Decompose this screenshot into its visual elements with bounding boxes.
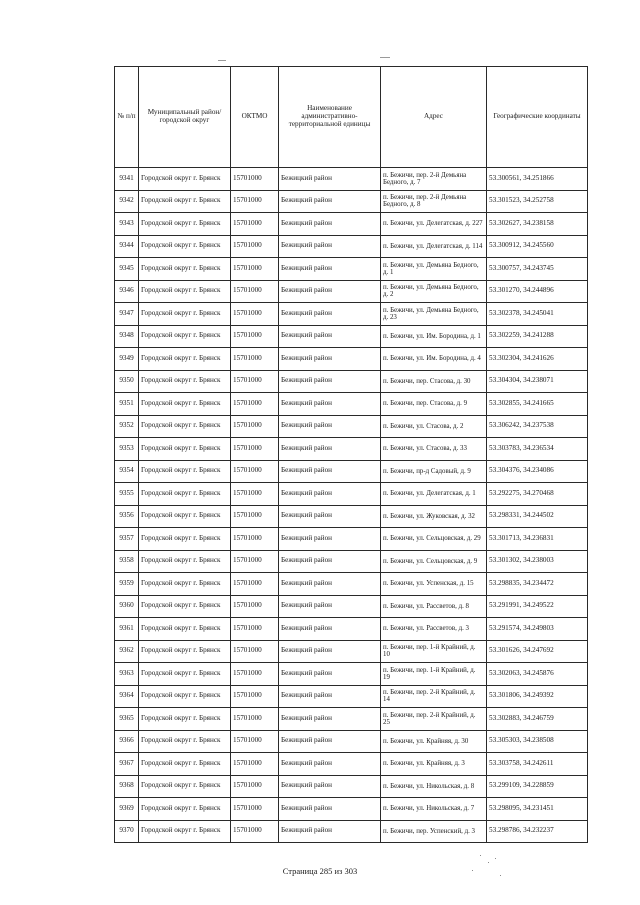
table-row [115,550,588,573]
coords-cell: 53.302063, 34.245876 [487,663,588,686]
oktmo-cell: 15701000 [231,528,279,551]
oktmo-cell: 15701000 [231,618,279,641]
row-number: 9365 [115,708,139,731]
unit-cell: Бежицкий район [279,663,381,686]
row-number: 9364 [115,685,139,708]
oktmo-cell: 15701000 [231,303,279,326]
address-cell: п. Бежичи, ул. Демьяна Бедного, д. 1 [381,258,487,281]
address-cell: п. Бежичи, ул. Крайняя, д. 3 [381,753,487,776]
municipality-cell: Городской округ г. Брянск [139,325,231,348]
header-row [115,67,588,168]
coords-cell: 53.303758, 34.242611 [487,753,588,776]
unit-cell: Бежицкий район [279,393,381,416]
coords-cell: 53.304304, 34.238071 [487,370,588,393]
unit-cell: Бежицкий район [279,618,381,641]
oktmo-cell: 15701000 [231,168,279,191]
table-row [115,753,588,776]
address-cell: п. Бежичи, ул. Крайняя, д. 30 [381,730,487,753]
address-cell: п. Бежичи, ул. Им. Бородина, д. 1 [381,325,487,348]
oktmo-cell: 15701000 [231,505,279,528]
table-row [115,483,588,506]
row-number: 9356 [115,505,139,528]
coords-cell: 53.300912, 34.245560 [487,235,588,258]
municipality-cell: Городской округ г. Брянск [139,618,231,641]
unit-cell: Бежицкий район [279,280,381,303]
oktmo-cell: 15701000 [231,663,279,686]
table-row [115,708,588,731]
unit-cell: Бежицкий район [279,708,381,731]
oktmo-cell: 15701000 [231,460,279,483]
coords-cell: 53.292275, 34.270468 [487,483,588,506]
oktmo-cell: 15701000 [231,820,279,843]
oktmo-cell: 15701000 [231,325,279,348]
municipality-cell: Городской округ г. Брянск [139,708,231,731]
municipality-cell: Городской округ г. Брянск [139,415,231,438]
municipality-cell: Городской округ г. Брянск [139,753,231,776]
address-cell: п. Бежичи, ул. Стасова, д. 2 [381,415,487,438]
row-number: 9363 [115,663,139,686]
row-number: 9347 [115,303,139,326]
row-number: 9343 [115,213,139,236]
unit-cell: Бежицкий район [279,730,381,753]
municipality-cell: Городской округ г. Брянск [139,640,231,663]
oktmo-cell: 15701000 [231,235,279,258]
address-cell: п. Бежичи, ул. Успенская, д. 15 [381,573,487,596]
municipality-cell: Городской округ г. Брянск [139,820,231,843]
oktmo-cell: 15701000 [231,393,279,416]
coords-cell: 53.298786, 34.232237 [487,820,588,843]
oktmo-cell: 15701000 [231,550,279,573]
address-cell: п. Бежичи, ул. Жуковская, д. 32 [381,505,487,528]
municipality-cell: Городской округ г. Брянск [139,348,231,371]
coords-cell: 53.300561, 34.251866 [487,168,588,191]
oktmo-cell: 15701000 [231,798,279,821]
unit-cell: Бежицкий район [279,258,381,281]
table-row [115,325,588,348]
row-number: 9355 [115,483,139,506]
oktmo-cell: 15701000 [231,258,279,281]
table-row [115,528,588,551]
table-row [115,685,588,708]
unit-cell: Бежицкий район [279,190,381,213]
row-number: 9366 [115,730,139,753]
address-cell: п. Бежичи, пер. 2-й Крайний, д. 25 [381,708,487,731]
table-row [115,820,588,843]
table-body [115,168,588,843]
row-number: 9352 [115,415,139,438]
coords-cell: 53.302855, 34.241665 [487,393,588,416]
address-cell: п. Бежичи, ул. Делегатская, д. 227 [381,213,487,236]
table-row [115,618,588,641]
table-row [115,640,588,663]
coords-cell: 53.305303, 34.238508 [487,730,588,753]
address-cell: п. Бежичи, ул. Делегатская, д. 114 [381,235,487,258]
row-number: 9350 [115,370,139,393]
municipality-cell: Городской округ г. Брянск [139,685,231,708]
municipality-cell: Городской округ г. Брянск [139,393,231,416]
unit-cell: Бежицкий район [279,528,381,551]
unit-cell: Бежицкий район [279,168,381,191]
oktmo-cell: 15701000 [231,370,279,393]
table-row [115,595,588,618]
address-cell: п. Бежичи, ул. Стасова, д. 33 [381,438,487,461]
registry-table [114,66,588,843]
row-number: 9354 [115,460,139,483]
coords-cell: 53.301302, 34.238003 [487,550,588,573]
address-cell: п. Бежичи, пер. 2-й Демьяна Бедного, д. 8 [381,190,487,213]
address-cell: п. Бежичи, пер. Стасова, д. 30 [381,370,487,393]
table-row [115,460,588,483]
oktmo-cell: 15701000 [231,348,279,371]
unit-cell: Бежицкий район [279,415,381,438]
table-row [115,798,588,821]
row-number: 9368 [115,775,139,798]
coords-cell: 53.298835, 34.234472 [487,573,588,596]
coords-cell: 53.300757, 34.243745 [487,258,588,281]
oktmo-cell: 15701000 [231,775,279,798]
municipality-cell: Городской округ г. Брянск [139,573,231,596]
coords-cell: 53.302304, 34.241626 [487,348,588,371]
table-header [115,67,588,168]
address-cell: п. Бежичи, ул. Рассветов, д. 3 [381,618,487,641]
address-cell: п. Бежичи, ул. Никольская, д. 7 [381,798,487,821]
coords-cell: 53.301806, 34.249392 [487,685,588,708]
oktmo-cell: 15701000 [231,685,279,708]
table-row [115,168,588,191]
coords-cell: 53.301523, 34.252758 [487,190,588,213]
unit-cell: Бежицкий район [279,438,381,461]
municipality-cell: Городской округ г. Брянск [139,730,231,753]
table-row [115,393,588,416]
table-row [115,415,588,438]
row-number: 9346 [115,280,139,303]
unit-cell: Бежицкий район [279,303,381,326]
oktmo-cell: 15701000 [231,708,279,731]
row-number: 9358 [115,550,139,573]
scan-mark [218,60,226,61]
scan-mark [380,57,390,58]
unit-cell: Бежицкий район [279,640,381,663]
municipality-cell: Городской округ г. Брянск [139,460,231,483]
oktmo-cell: 15701000 [231,280,279,303]
table-row [115,258,588,281]
address-cell: п. Бежичи, ул. Сельцовская, д. 29 [381,528,487,551]
municipality-cell: Городской округ г. Брянск [139,370,231,393]
scan-speck [480,855,481,856]
municipality-cell: Городской округ г. Брянск [139,505,231,528]
coords-cell: 53.306242, 34.237538 [487,415,588,438]
row-number: 9353 [115,438,139,461]
scan-speck [495,858,496,859]
coords-cell: 53.301626, 34.247692 [487,640,588,663]
oktmo-cell: 15701000 [231,213,279,236]
table-row [115,438,588,461]
table-row [115,213,588,236]
unit-cell: Бежицкий район [279,573,381,596]
coords-cell: 53.302259, 34.241288 [487,325,588,348]
address-cell: п. Бежичи, пер. 2-й Демьяна Бедного, д. 7 [381,168,487,191]
address-cell: п. Бежичи, ул. Демьяна Бедного, д. 2 [381,280,487,303]
oktmo-cell: 15701000 [231,573,279,596]
unit-cell: Бежицкий район [279,370,381,393]
row-number: 9360 [115,595,139,618]
unit-cell: Бежицкий район [279,798,381,821]
address-cell: п. Бежичи, пер. 1-й Крайний, д. 10 [381,640,487,663]
table-row [115,505,588,528]
oktmo-cell: 15701000 [231,190,279,213]
row-number: 9351 [115,393,139,416]
table-row [115,348,588,371]
address-cell: п. Бежичи, ул. Демьяна Бедного, д. 23 [381,303,487,326]
oktmo-cell: 15701000 [231,753,279,776]
row-number: 9369 [115,798,139,821]
municipality-cell: Городской округ г. Брянск [139,775,231,798]
row-number: 9341 [115,168,139,191]
row-number: 9349 [115,348,139,371]
municipality-cell: Городской округ г. Брянск [139,663,231,686]
address-cell: п. Бежичи, пер. 1-й Крайний, д. 19 [381,663,487,686]
coords-cell: 53.304376, 34.234086 [487,460,588,483]
page-number: Страница 285 из 303 [282,866,358,876]
table-row [115,303,588,326]
municipality-cell: Городской округ г. Брянск [139,190,231,213]
oktmo-cell: 15701000 [231,438,279,461]
coords-cell: 53.291991, 34.249522 [487,595,588,618]
unit-cell: Бежицкий район [279,753,381,776]
header-oktmo: ОКТМО [231,67,279,168]
header-coords: Географические координаты [487,67,588,168]
oktmo-cell: 15701000 [231,595,279,618]
coords-cell: 53.291574, 34.249803 [487,618,588,641]
municipality-cell: Городской округ г. Брянск [139,213,231,236]
address-cell: п. Бежичи, ул. Им. Бородина, д. 4 [381,348,487,371]
row-number: 9367 [115,753,139,776]
table-row [115,663,588,686]
address-cell: п. Бежичи, ул. Рассветов, д. 8 [381,595,487,618]
unit-cell: Бежицкий район [279,775,381,798]
municipality-cell: Городской округ г. Брянск [139,483,231,506]
oktmo-cell: 15701000 [231,483,279,506]
municipality-cell: Городской округ г. Брянск [139,595,231,618]
unit-cell: Бежицкий район [279,460,381,483]
table-row [115,573,588,596]
table-row [115,370,588,393]
address-cell: п. Бежичи, пер. 2-й Крайний, д. 14 [381,685,487,708]
address-cell: п. Бежичи, ул. Делегатская, д. 1 [381,483,487,506]
row-number: 9348 [115,325,139,348]
coords-cell: 53.298095, 34.231451 [487,798,588,821]
coords-cell: 53.302627, 34.238158 [487,213,588,236]
unit-cell: Бежицкий район [279,213,381,236]
coords-cell: 53.302883, 34.246759 [487,708,588,731]
row-number: 9342 [115,190,139,213]
header-address: Адрес [381,67,487,168]
municipality-cell: Городской округ г. Брянск [139,168,231,191]
unit-cell: Бежицкий район [279,550,381,573]
table-row [115,235,588,258]
coords-cell: 53.298331, 34.244502 [487,505,588,528]
oktmo-cell: 15701000 [231,640,279,663]
table-row [115,280,588,303]
unit-cell: Бежицкий район [279,348,381,371]
unit-cell: Бежицкий район [279,325,381,348]
municipality-cell: Городской округ г. Брянск [139,798,231,821]
unit-cell: Бежицкий район [279,505,381,528]
row-number: 9359 [115,573,139,596]
table-row [115,775,588,798]
oktmo-cell: 15701000 [231,730,279,753]
row-number: 9345 [115,258,139,281]
row-number: 9362 [115,640,139,663]
coords-cell: 53.301713, 34.236831 [487,528,588,551]
municipality-cell: Городской округ г. Брянск [139,303,231,326]
header-municipality: Муниципальный район/городской округ [139,67,231,168]
unit-cell: Бежицкий район [279,820,381,843]
unit-cell: Бежицкий район [279,483,381,506]
municipality-cell: Городской округ г. Брянск [139,438,231,461]
header-unit: Наименование административно-территориальной единицы [279,67,381,168]
header-num: № п/п [115,67,139,168]
address-cell: п. Бежичи, пер. Стасова, д. 9 [381,393,487,416]
coords-cell: 53.303783, 34.236534 [487,438,588,461]
coords-cell: 53.299109, 34.228859 [487,775,588,798]
address-cell: п. Бежичи, пер. Успенский, д. 3 [381,820,487,843]
address-cell: п. Бежичи, ул. Сельцовская, д. 9 [381,550,487,573]
municipality-cell: Городской округ г. Брянск [139,280,231,303]
scan-speck [488,862,489,863]
municipality-cell: Городской округ г. Брянск [139,235,231,258]
municipality-cell: Городской округ г. Брянск [139,258,231,281]
row-number: 9361 [115,618,139,641]
row-number: 9344 [115,235,139,258]
oktmo-cell: 15701000 [231,415,279,438]
table-row [115,730,588,753]
unit-cell: Бежицкий район [279,685,381,708]
municipality-cell: Городской округ г. Брянск [139,528,231,551]
table-row [115,190,588,213]
address-cell: п. Бежичи, ул. Никольская, д. 8 [381,775,487,798]
address-cell: п. Бежичи, пр-д Садовый, д. 9 [381,460,487,483]
unit-cell: Бежицкий район [279,235,381,258]
municipality-cell: Городской округ г. Брянск [139,550,231,573]
row-number: 9357 [115,528,139,551]
row-number: 9370 [115,820,139,843]
coords-cell: 53.302378, 34.245041 [487,303,588,326]
coords-cell: 53.301270, 34.244896 [487,280,588,303]
unit-cell: Бежицкий район [279,595,381,618]
